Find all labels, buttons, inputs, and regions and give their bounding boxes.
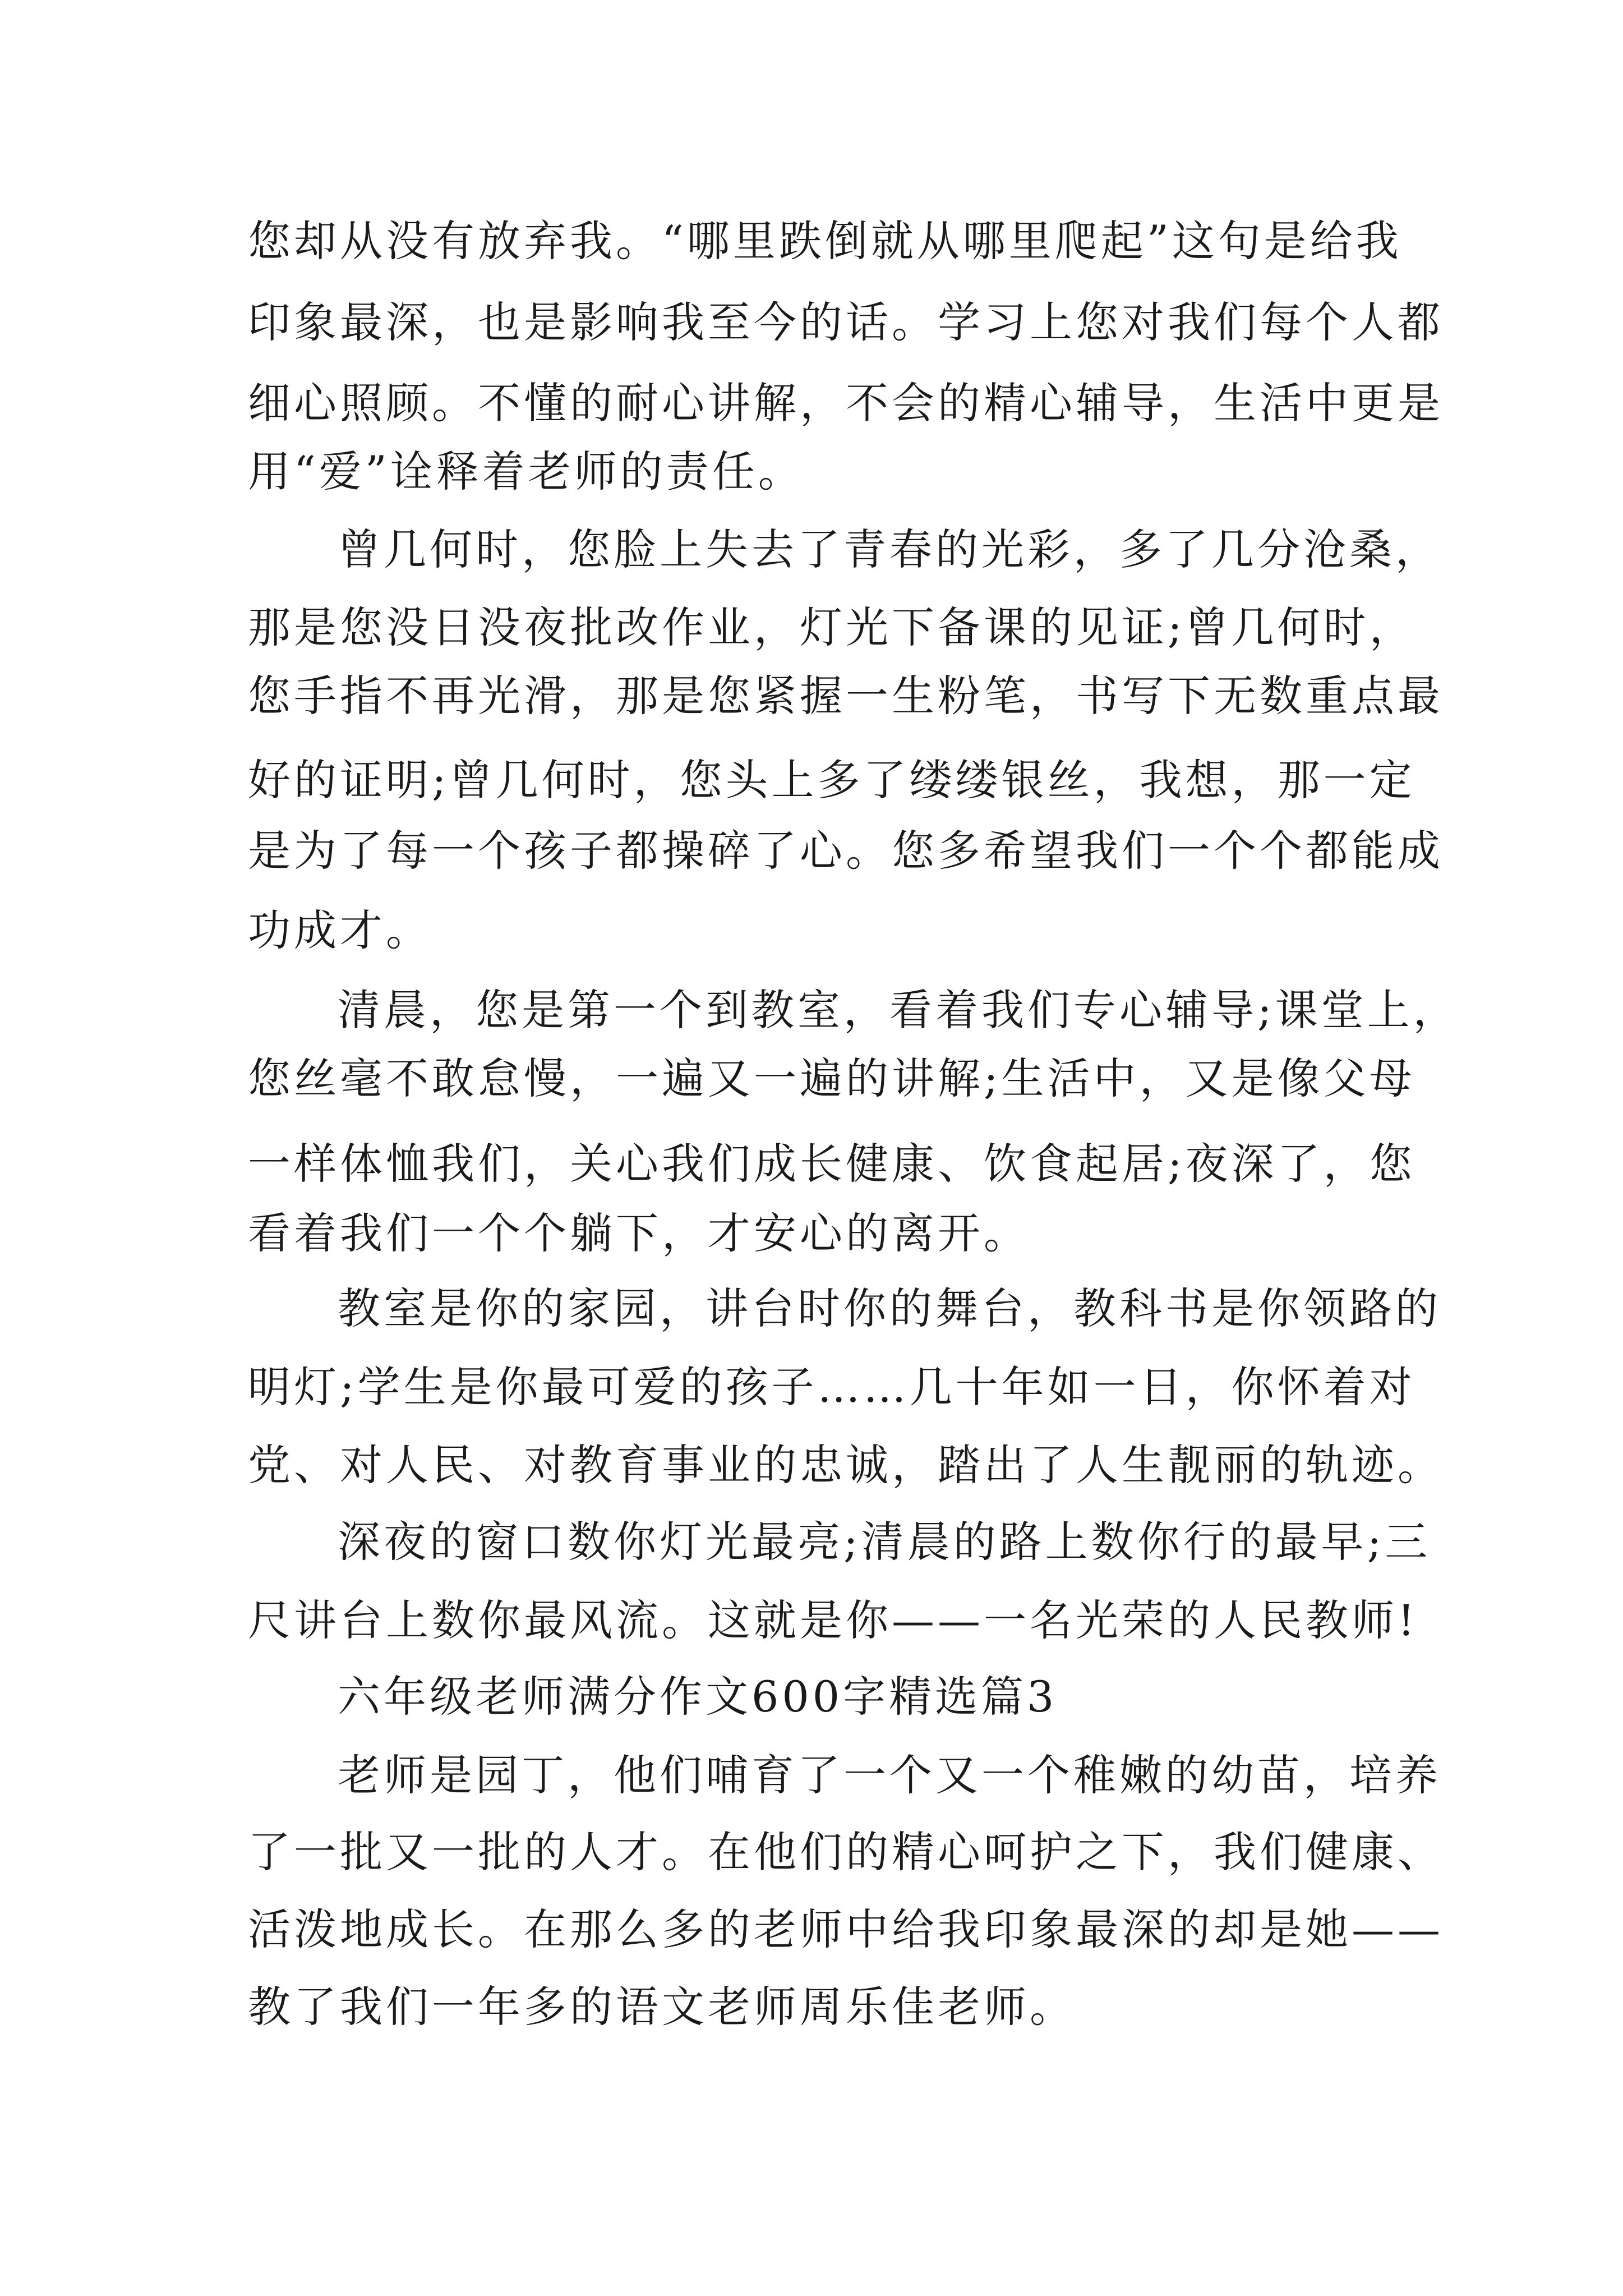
text-line: 尺讲台上数你最风流。这就是你——一名光荣的人民教师! [248,1595,1418,1645]
text-line: 老师是园丁，他们哺育了一个又一个稚嫩的幼苗，培养 [338,1750,1441,1800]
text-line: 活泼地成长。在那么多的老师中给我印象最深的却是她—— [248,1904,1444,1954]
text-line: 明灯;学生是你最可爱的孩子……几十年如一日，你怀着对 [248,1362,1415,1412]
text-line: 深夜的窗口数你灯光最亮;清晨的路上数你行的最早;三 [338,1517,1431,1567]
text-line: 看着我们一个个躺下，才安心的离开。 [248,1208,1030,1258]
text-line: 了一批又一批的人才。在他们的精心呵护之下，我们健康、 [248,1827,1444,1877]
text-line: 是为了每一个孩子都操碎了心。您多希望我们一个个都能成 [248,826,1444,876]
text-line: 好的证明;曾几何时，您头上多了缕缕银丝，我想，那一定 [248,755,1415,805]
text-line: 您丝毫不敢怠慢，一遍又一遍的讲解;生活中，又是像父母 [248,1053,1415,1103]
text-line: 用“爱”诠释着老师的责任。 [248,447,804,496]
text-line: 印象最深，也是影响我至今的话。学习上您对我们每个人都 [248,297,1444,347]
text-line: 一样体恤我们，关心我们成长健康、饮食起居;夜深了，您 [248,1139,1415,1189]
text-line: 教了我们一年多的语文老师周乐佳老师。 [248,1982,1076,2032]
text-line: 曾几何时，您脸上失去了青春的光彩，多了几分沧桑， [338,524,1441,574]
text-line: 功成才。 [248,905,432,955]
text-line: 您却从没有放弃我。“哪里跌倒就从哪里爬起”这句是给我 [248,216,1402,266]
text-line: 您手指不再光滑，那是您紧握一生粉笔，书写下无数重点最 [248,671,1444,721]
text-line: 清晨，您是第一个到教室，看着我们专心辅导;课堂上， [338,985,1459,1035]
text-line: 党、对人民、对教育事业的忠诚，踏出了人生靓丽的轨迹。 [248,1440,1444,1490]
text-line: 教室是你的家园，讲台时你的舞台，教科书是你领路的 [338,1283,1441,1333]
text-line: 细心照顾。不懂的耐心讲解，不会的精心辅导，生活中更是 [248,378,1444,428]
text-line: 那是您没日没夜批改作业，灯光下备课的见证;曾几何时， [248,602,1415,652]
section-heading: 六年级老师满分作文600字精选篇3 [338,1672,1058,1722]
